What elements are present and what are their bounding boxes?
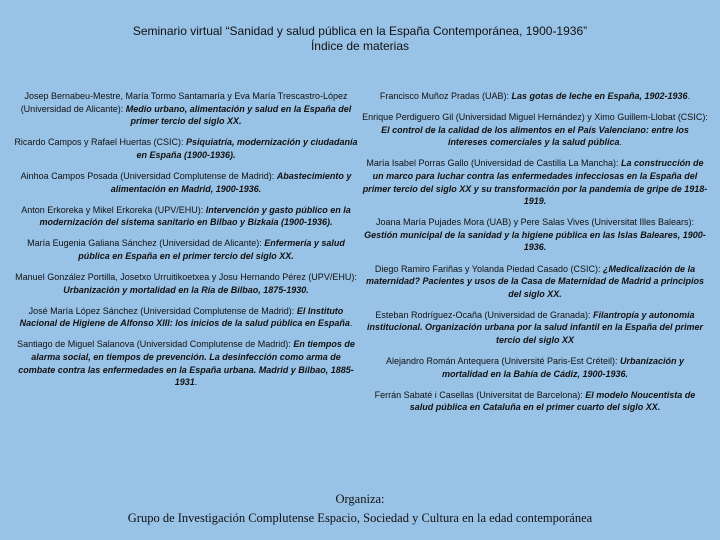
entry-authors: Ricardo Campos y Rafael Huertas (CSIC): [14, 137, 186, 148]
index-entry [14, 237, 358, 262]
index-entry [14, 271, 358, 296]
entry-authors: Francisco Muñoz Pradas (UAB): [379, 91, 512, 101]
entry-title: En tiempos de alarma social, en tiempos de prevención. La desinfección como arma de combate contra las enfermedades en la España urbana. Madrid y Bilbao, 1885-1931 [18, 339, 355, 388]
entry-authors: Joana María Pujades Mora (UAB) y Pere Salas Vives (Universitat Illes Balears): [376, 217, 694, 228]
entry-tail: . [687, 91, 691, 101]
entry-title: Enfermería y salud pública en España en el primer tercio del siglo XX. [78, 238, 345, 261]
index-subtitle: Índice de materias [310, 39, 410, 53]
entry-title: Abastecimiento y alimentación en Madrid, 1900-1936. [110, 170, 352, 194]
entry-authors: María Isabel Porras Gallo (Universidad de Castilla La Mancha): [366, 158, 622, 169]
index-entry [362, 309, 708, 347]
index-entry [14, 170, 358, 195]
index-entry [362, 157, 708, 207]
entry-title: Intervención y gasto público en la modernización del sistema sanitario en Bilbao y Bizkaia (1900-1936). [39, 204, 351, 228]
entry-authors: Anton Erkoreka y Mikel Erkoreka (UPV/EHU): [21, 204, 206, 215]
left-column [14, 90, 358, 397]
entry-authors: Josep Bernabeu-Mestre, María Tormo Santamaría y Eva María Trescastro-López (Universidad de Alicante): [20, 91, 348, 114]
entry-tail: . [194, 377, 198, 388]
entry-title: Urbanización y mortalidad en la Bahía de Cádiz, 1900-1936. [441, 356, 685, 379]
index-entry [14, 136, 358, 161]
entry-authors: Esteban Rodríguez-Ocaña (Universidad de Granada): [375, 309, 594, 320]
entry-authors: Ainhoa Campos Posada (Universidad Complutense de Madrid): [20, 170, 277, 181]
index-entry [14, 338, 358, 388]
page-header [0, 24, 720, 54]
entry-title: Las gotas de leche en España, 1902-1936 [511, 91, 688, 101]
seminar-title: Seminario virtual “Sanidad y salud pública en la España Contemporánea, 1900-1936” [132, 24, 588, 38]
entry-tail: . [349, 318, 353, 329]
entry-title: La construcción de un marco para luchar contra las enfermedades infecciosas en la España del primer tercio del siglo XX y su transformación por la pandemia de gripe de 1918-1919. [362, 158, 708, 207]
index-entry [362, 355, 708, 380]
index-entry [14, 90, 358, 128]
entry-title: Filantropía y autonomía institucional. Organización urbana por la salud infantil en la España del primer tercio del siglo XX [366, 309, 704, 345]
page-footer [0, 490, 720, 528]
index-entry [14, 305, 358, 330]
index-entry [362, 90, 708, 103]
index-entry [362, 216, 708, 254]
entry-title: El control de la calidad de los alimentos en el País Valenciano: entre los intereses comerciales y la salud pública [381, 124, 689, 148]
entry-authors: María Eugenia Galiana Sánchez (Universidad de Alicante): [27, 238, 265, 249]
entry-authors: Santiago de Miguel Salanova (Universidad Complutense de Madrid): [17, 339, 294, 350]
entry-authors: Diego Ramiro Fariñas y Yolanda Piedad Casado (CSIC): [374, 263, 604, 274]
index-entry [362, 111, 708, 149]
index-entry [362, 263, 708, 301]
entry-title: El modelo Noucentista de salud pública en Cataluña en el primer cuarto del siglo XX. [409, 389, 696, 413]
entry-title: Urbanización y mortalidad en la Ría de Bilbao, 1875-1930. [63, 284, 309, 295]
entry-title: El Instituto Nacional de Higiene de Alfonso XIII: los inicios de la salud pública en España [19, 305, 350, 329]
entry-authors: Enrique Perdiguero Gil (Universidad Miguel Hernández) y Ximo Guillem-Llobat (CSIC): [362, 112, 708, 123]
entry-title: Gestión municipal de la sanidad y la higiene pública en las Islas Baleares, 1900-1936. [364, 229, 706, 253]
right-column [362, 90, 708, 422]
entry-authors: Alejandro Román Antequera (Université Paris-Est Créteil): [385, 356, 621, 367]
index-entry [14, 204, 358, 229]
entry-tail: . [619, 137, 623, 148]
entry-authors: Manuel González Portilla, Josetxo Urruitikoetxea y Josu Hernando Pérez (UPV/EHU): [15, 272, 357, 283]
organizer-name: Grupo de Investigación Complutense Espacio, Sociedad y Cultura en la edad contemporánea [127, 511, 593, 525]
entry-title: ¿Medicalización de la maternidad? Pacientes y usos de la Casa de Maternidad de Madrid a principios del siglo XX. [365, 263, 705, 299]
organizer-label: Organiza: [335, 492, 385, 506]
index-entry [362, 389, 708, 414]
entry-authors: Ferrán Sabaté i Casellas (Universitat de Barcelona): [374, 389, 586, 400]
entry-authors: José María López Sánchez (Universidad Complutense de Madrid): [28, 305, 297, 316]
entry-title: Psiquiatría, modernización y ciudadanía en España (1900-1936). [136, 137, 358, 160]
entry-title: Medio urbano, alimentación y salud en la España del primer tercio del siglo XX. [125, 103, 352, 127]
